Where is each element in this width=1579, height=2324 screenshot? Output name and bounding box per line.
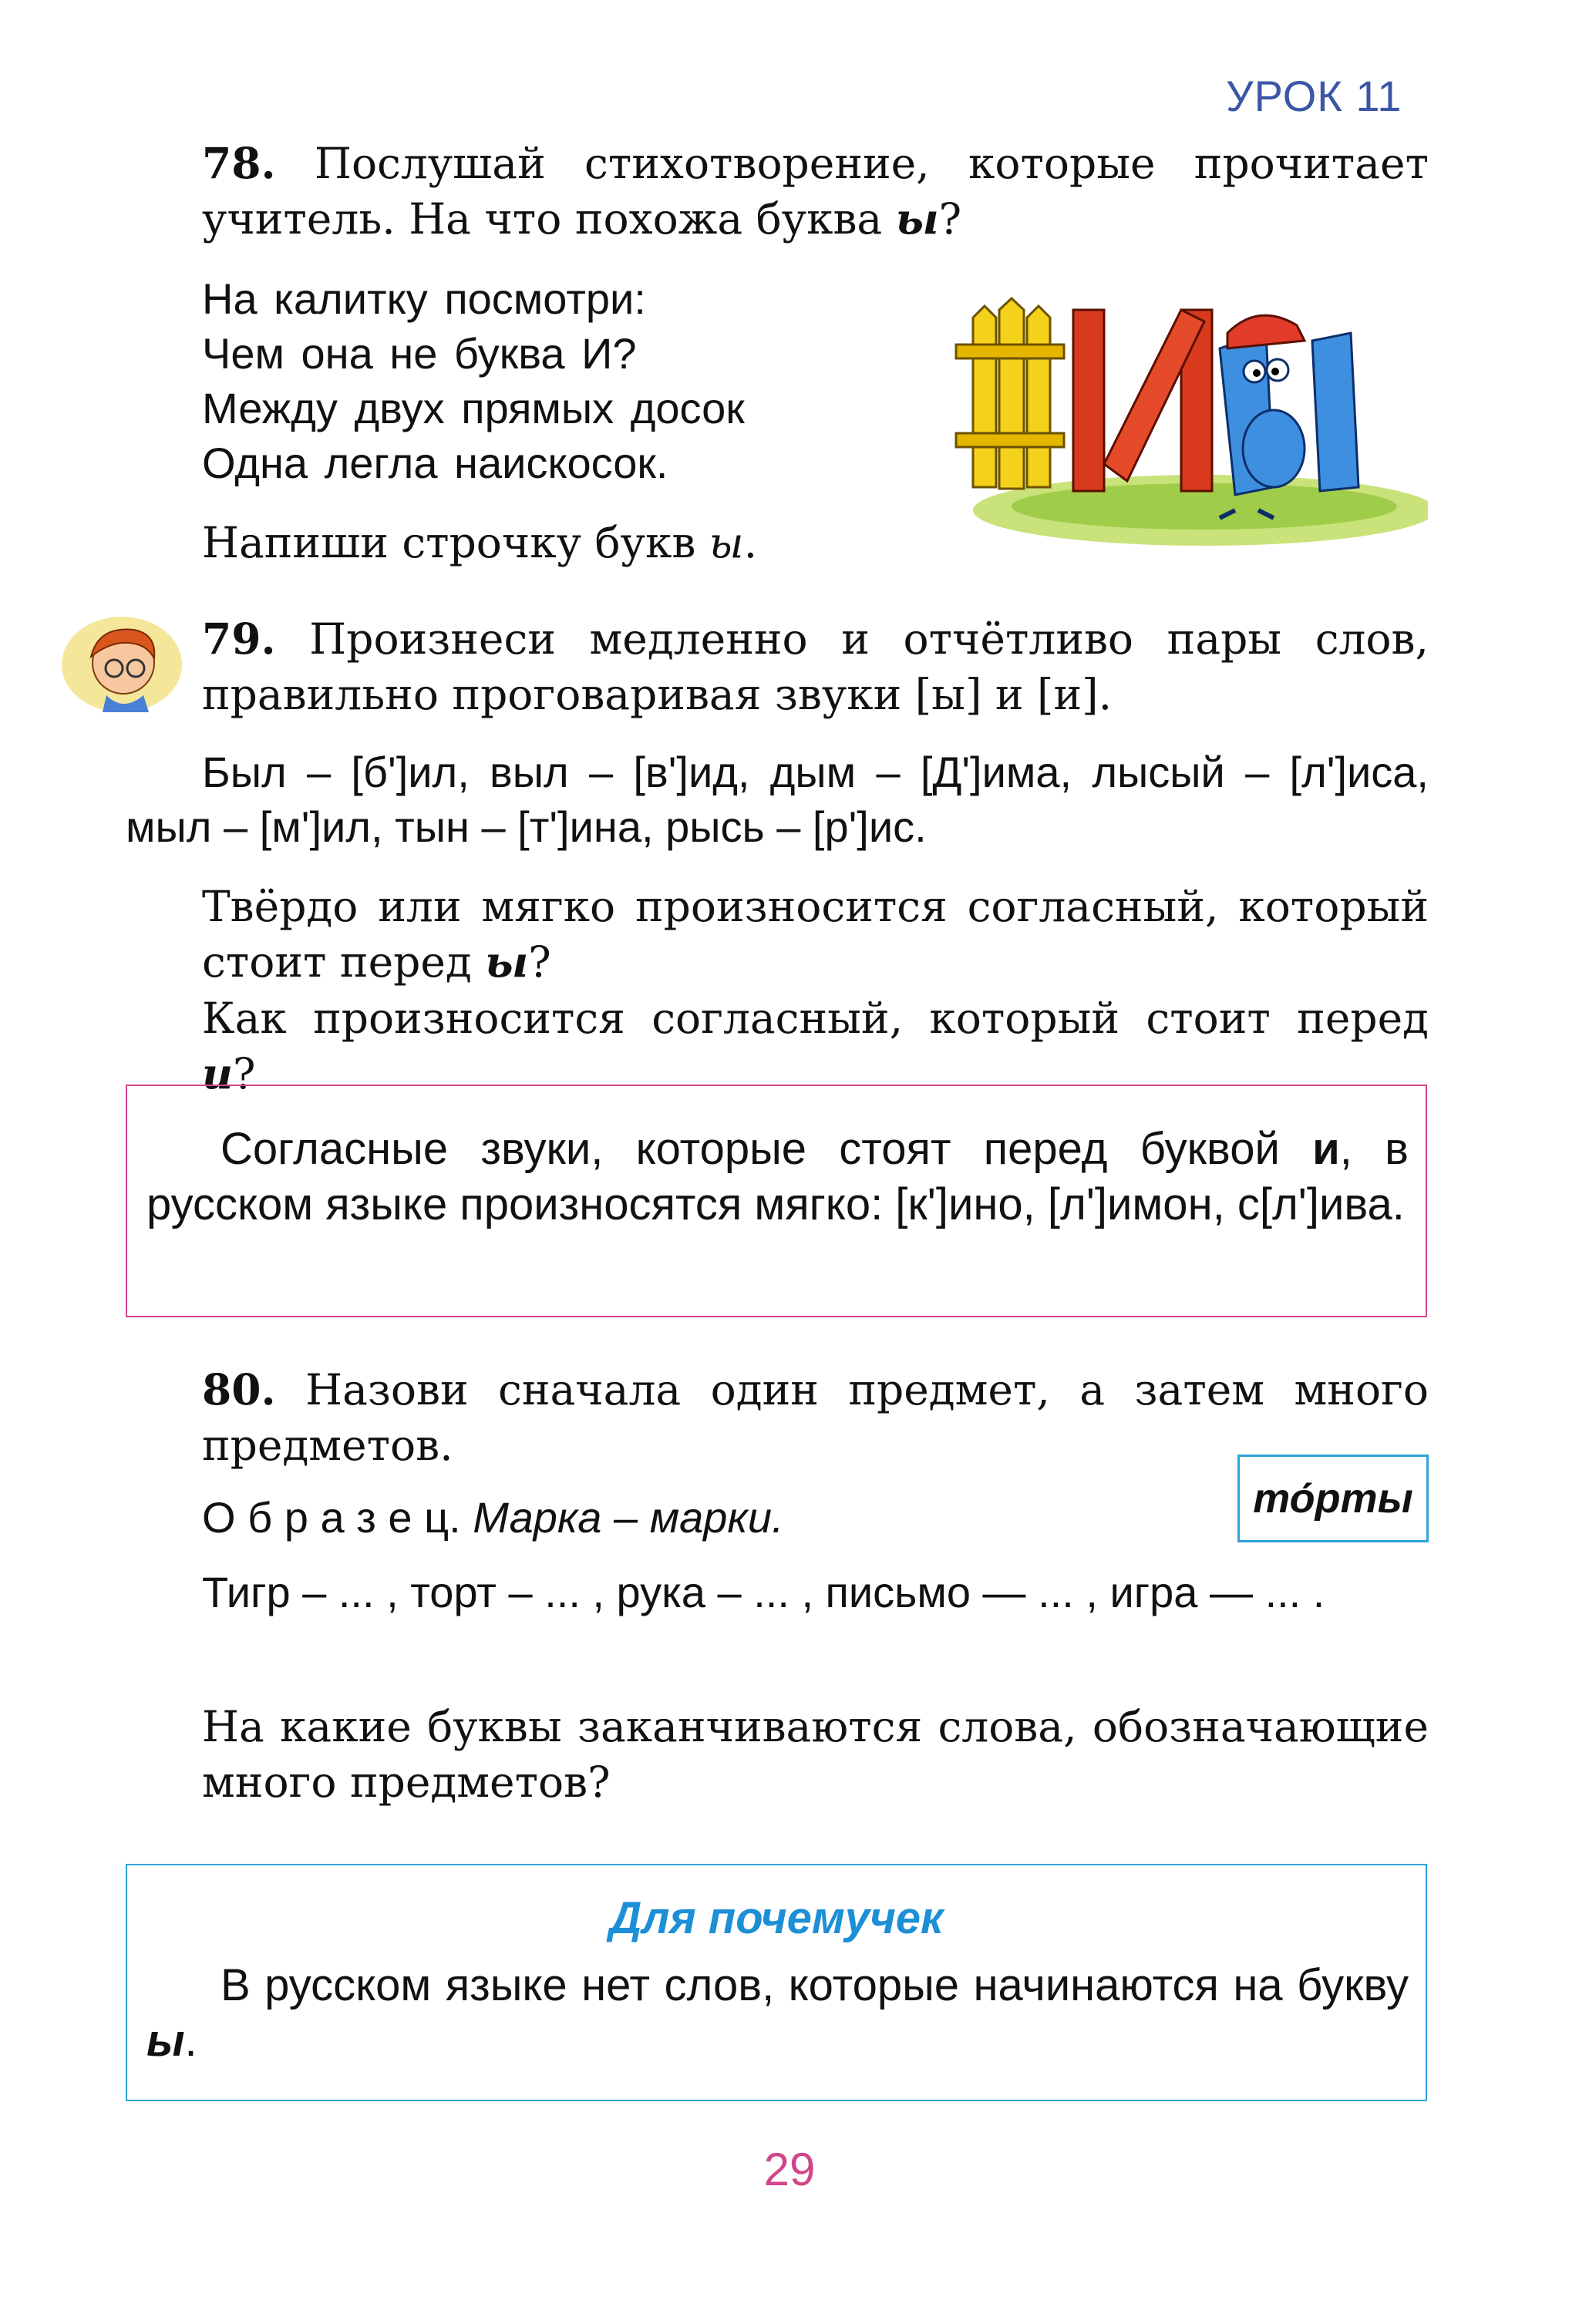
task-80-question: На какие буквы заканчиваются слова, обозначающие много предметов? [202, 1702, 1429, 1807]
poem-line: На калитку посмотри: [202, 274, 646, 323]
task-80-items: Тигр – ... , торт – ... , рука – ... , письмо — ... , игра — ... . [202, 1568, 1325, 1616]
poem-line: Чем она не буква И? [202, 329, 637, 378]
poem [202, 271, 896, 490]
task-78-write: Напиши строчку букв ы. [202, 518, 758, 567]
task-78-number: 78. [202, 138, 276, 188]
fence-letters-illustration [950, 279, 1428, 549]
task-78-instruction: 78. Послушай стихотворение, которые прочитает учитель. На что похожа буква ы? [202, 138, 1429, 244]
boy-avatar [60, 610, 183, 715]
task-80-number: 80. [202, 1364, 276, 1414]
task-79-question-1: Твёрдо или мягко произносится согласный, который стоит перед ы? [202, 882, 1429, 987]
sample-label: О б р а з е ц. [202, 1493, 461, 1542]
poem-line: Между двух прямых досок [202, 384, 745, 432]
curious-title: Для почемучек [609, 1893, 944, 1943]
page-number: 29 [763, 2144, 816, 2195]
task-79-question-2: Как произносится согласный, который стоит перед и? [202, 994, 1429, 1098]
sample-value: Марка – марки. [473, 1493, 784, 1542]
task-79-word-pairs: Был – [б']ил, выл – [в']ид, дым – [Д']има, лысый – [л']иса, мыл – [м']ил, тын – [т']ина, рысь – [р']ис. [126, 748, 1429, 851]
curious-text: В русском языке нет слов, которые начинаются на букву ы. [146, 1960, 1409, 2066]
task-79-number: 79. [202, 614, 276, 664]
vocabulary-word-box: то́рты [1237, 1455, 1429, 1542]
task-80-sample [202, 1490, 784, 1545]
poem-line: Одна легла наискосок. [202, 439, 668, 487]
task-80-instruction: 80. Назови сначала один предмет, а затем много предметов. [202, 1364, 1429, 1470]
rule-text: Согласные звуки, которые стоят перед буквой и, в русском языке произносятся мягко: [к']ино, [л']имон, с[л']ива. [146, 1124, 1409, 1229]
task-79-instruction: 79. Произнеси медленно и отчётливо пары слов, правильно проговаривая звуки [ы] и [и]. [202, 614, 1429, 719]
lesson-label: УРОК 11 [1226, 72, 1402, 120]
